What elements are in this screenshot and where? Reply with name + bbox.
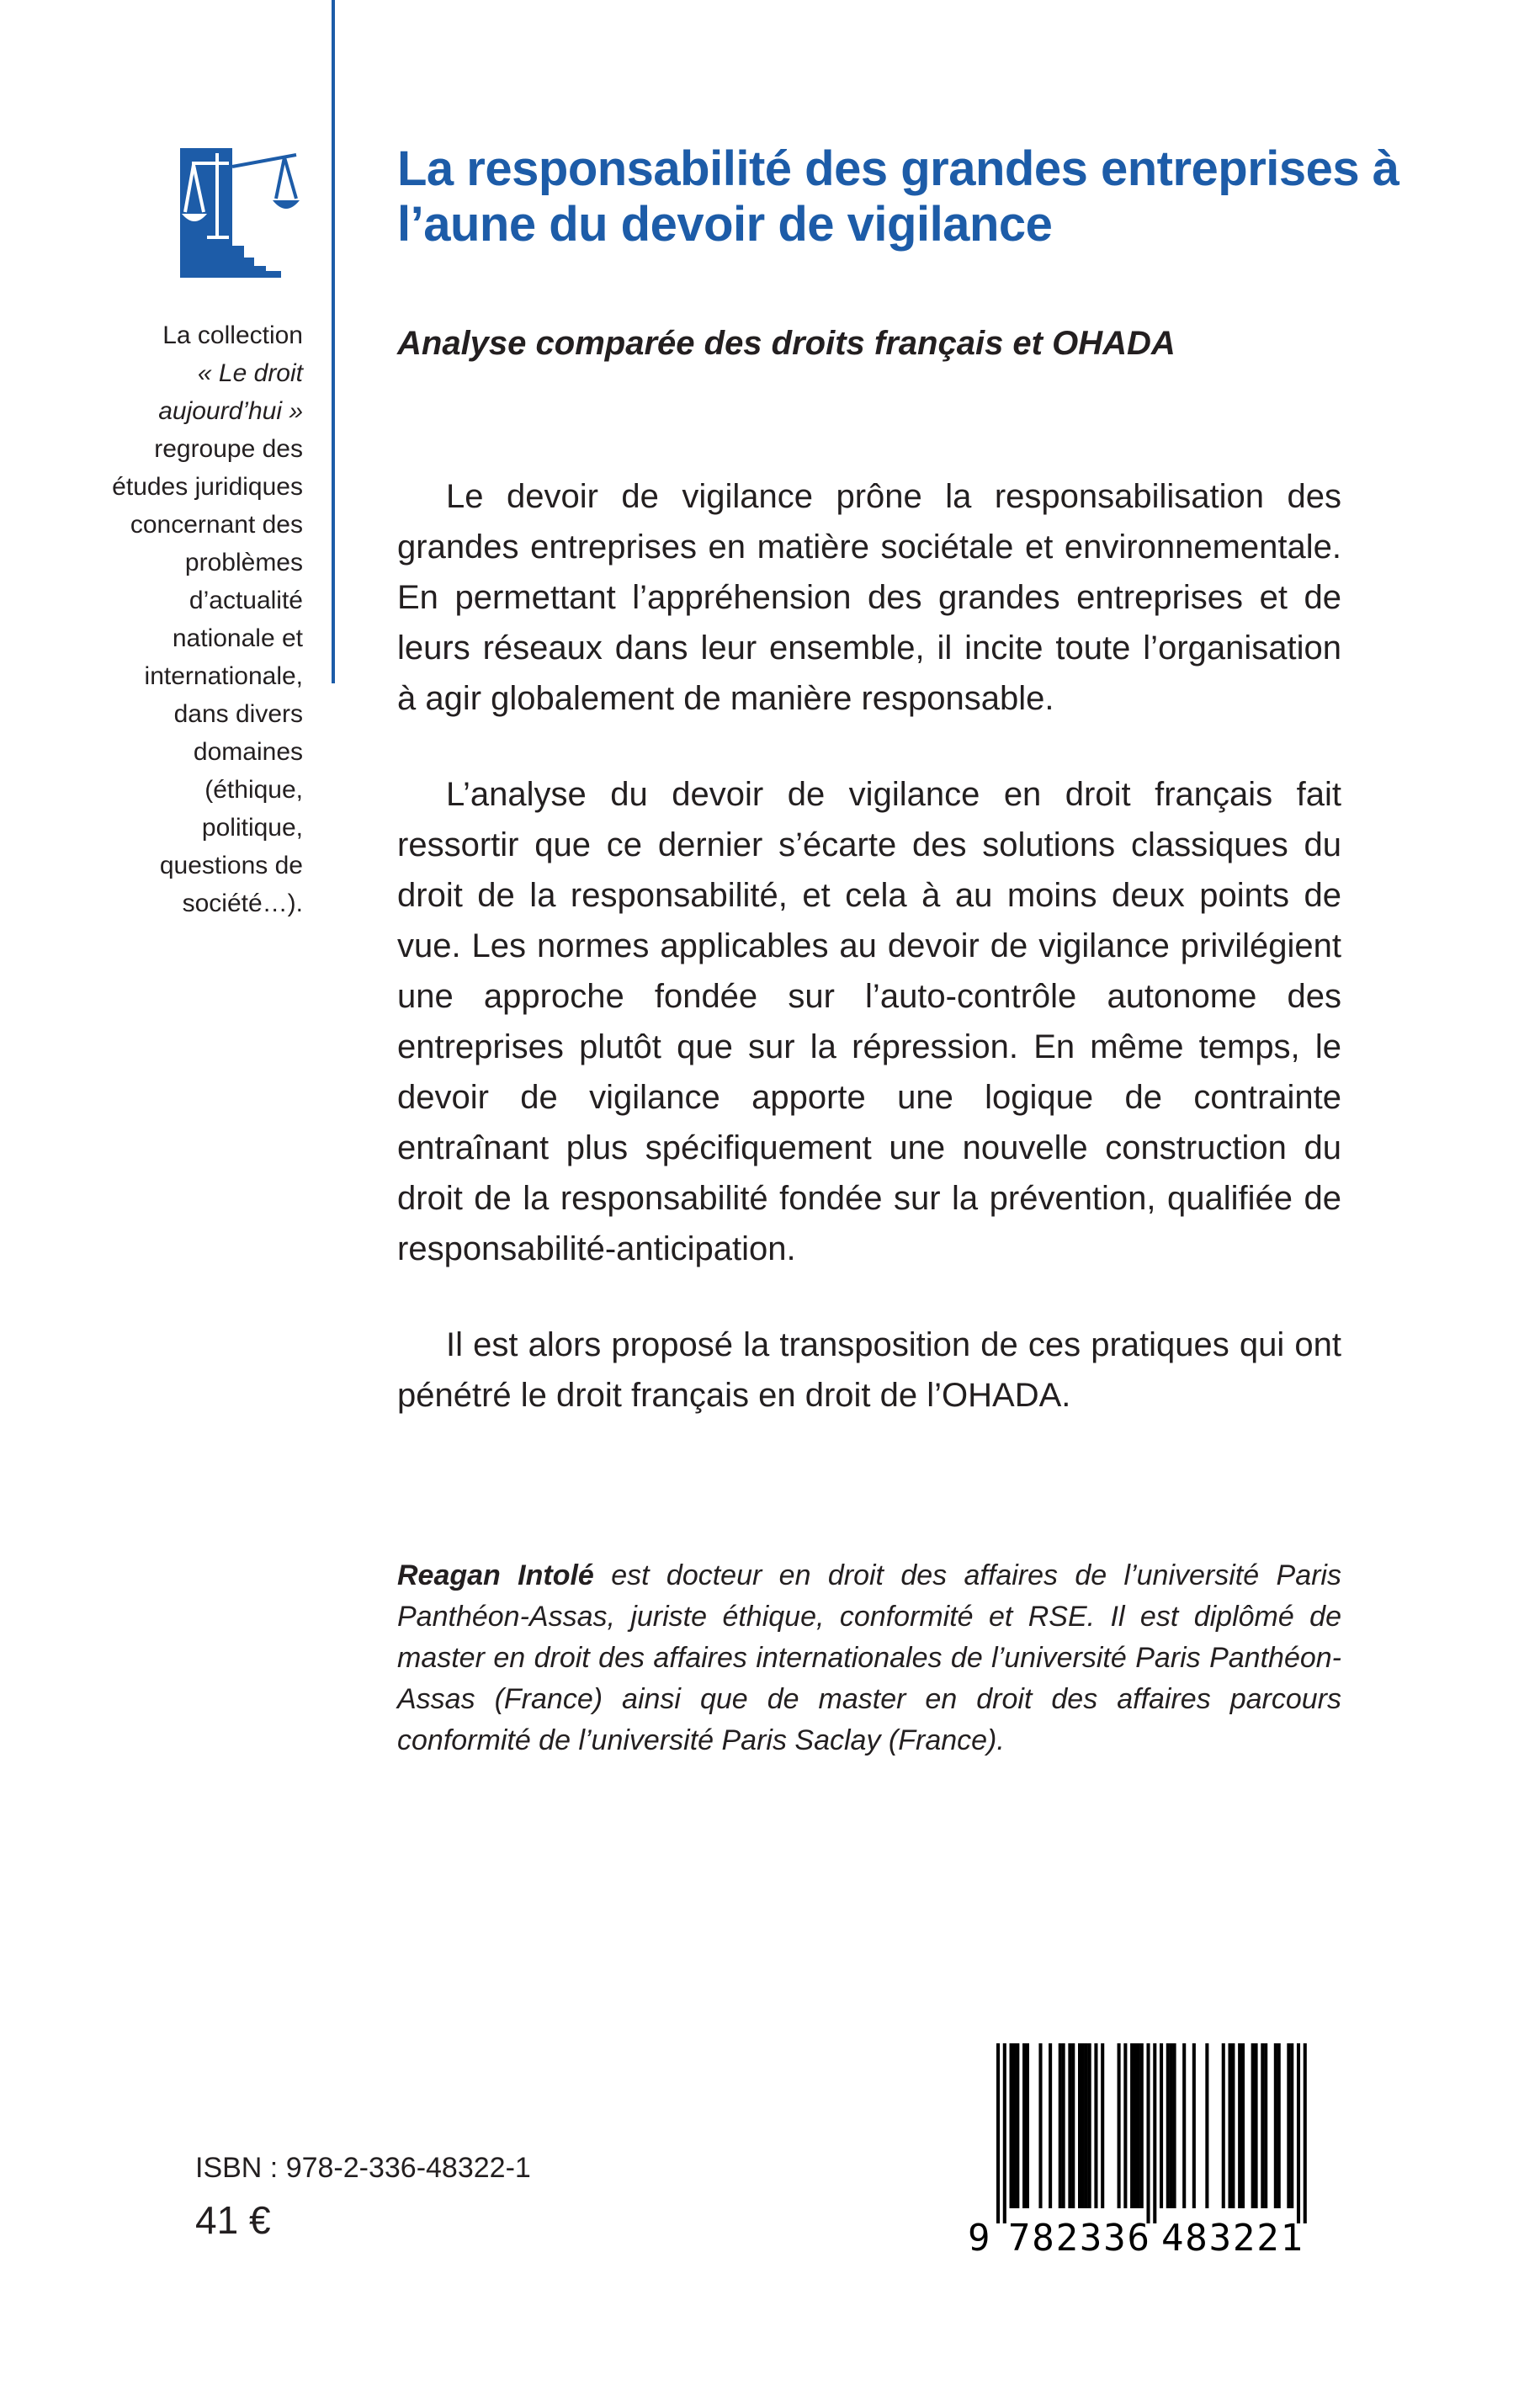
barcode-bar	[1137, 2043, 1140, 2208]
barcode-digits-right: 483221	[1161, 2217, 1303, 2254]
barcode-bar	[1094, 2043, 1097, 2208]
barcode-bar	[1297, 2043, 1300, 2223]
barcode-bar	[1251, 2043, 1255, 2208]
book-title: La responsabilité des grandes entreprises à l’aune du devoir de vigilance	[397, 141, 1399, 252]
barcode-bar	[996, 2043, 1000, 2223]
barcode-bar	[1241, 2043, 1245, 2208]
barcode-bar	[1078, 2043, 1081, 2208]
barcode-bar	[1118, 2043, 1121, 2208]
summary-paragraph: Il est alors proposé la transposition de ces pratiques qui ont pénétré le droit français en droit de l’OHADA.	[397, 1326, 1341, 1414]
barcode-bar	[1026, 2043, 1029, 2208]
barcode-bar	[1123, 2043, 1127, 2208]
barcode-bar	[1304, 2043, 1307, 2223]
barcode-bar	[1153, 2043, 1156, 2223]
summary-paragraph: L’analyse du devoir de vigilance en droit français fait ressortir que ce dernier s’écarte des solutions classiques du droit de la responsabilité, et cela à au moins deux points de vue. Les normes applicables au devoir de vigilance privilégient une approche fondée sur l’auto-contrôle autonome des entreprises plutôt que sur la répression. En même temps, le devoir de vigilance apporte une logique de contrainte entraînant plus spécifiquement une nouvelle construction du droit de la responsabilité fondée sur la prévention, qualifiée de responsabilité-anticipation.	[397, 776, 1341, 1267]
barcode-digits-left: 782336	[1008, 2217, 1150, 2254]
barcode-bar	[1231, 2043, 1235, 2208]
barcode-bar	[1166, 2043, 1170, 2208]
author-bio-text: est docteur en droit des affaires de l’université Paris Panthéon-Assas, juriste éthique, conformité et RSE. Il est diplômé de master en droit des affaires internationales de l’université Paris Panthéon-Assas (France) ainsi que de master en droit des affaires parcours conformité de l’université Paris Saclay (France).	[397, 1559, 1341, 1756]
collection-text: regroupe des études juridiques concernant des problèmes d’actualité nationale et internationale, dans divers domaines (éthique, politique, questions de société…).	[112, 435, 303, 917]
author-bio	[397, 1555, 1341, 1761]
barcode-bar	[1274, 2043, 1277, 2208]
ean13-barcode	[968, 2043, 1328, 2254]
barcode-bar	[1222, 2043, 1225, 2208]
barcode-bar	[1261, 2043, 1264, 2208]
isbn: ISBN : 978-2-336-48322-1	[195, 2152, 531, 2184]
barcode-bar	[1255, 2043, 1258, 2208]
summary-paragraph: Le devoir de vigilance prône la responsabilisation des grandes entreprises en matière sociétale et environnementale. En permettant l’appréhension des grandes entreprises et de leurs réseaux dans leur ensemble, il incite toute l’organisation à agir globalement de manière responsable.	[397, 478, 1341, 717]
barcode-bar	[1038, 2043, 1042, 2208]
barcode-bar	[1140, 2043, 1144, 2208]
barcode-bar	[1068, 2043, 1071, 2208]
author-name: Reagan Intolé	[397, 1559, 594, 1591]
barcode-bar	[1016, 2043, 1019, 2208]
barcode-bar	[1290, 2043, 1293, 2208]
scales-of-justice-icon	[180, 148, 306, 278]
barcode-bar	[1192, 2043, 1196, 2208]
barcode-bar	[1003, 2043, 1006, 2223]
barcode-bars	[996, 2043, 1307, 2223]
collection-description	[101, 316, 303, 922]
collection-series-name: « Le droit aujourd’hui »	[158, 359, 303, 425]
barcode-bar	[1101, 2043, 1104, 2208]
barcode-bar	[1173, 2043, 1176, 2208]
barcode-bar	[1012, 2043, 1016, 2208]
barcode-bar	[1182, 2043, 1186, 2208]
barcode-bar	[1146, 2043, 1150, 2223]
barcode-bar	[1238, 2043, 1241, 2208]
barcode-bar	[1287, 2043, 1290, 2208]
barcode-bar	[1130, 2043, 1134, 2208]
barcode-bar	[1134, 2043, 1137, 2208]
book-subtitle: Analyse comparée des droits français et OHADA	[397, 325, 1176, 362]
vertical-rule	[332, 0, 335, 683]
price: 41 €	[195, 2198, 271, 2242]
barcode-bar	[1059, 2043, 1062, 2208]
collection-prefix: La collection	[162, 321, 303, 349]
back-cover-summary	[397, 471, 1341, 1466]
barcode-bar	[1088, 2043, 1091, 2208]
barcode-bar	[1264, 2043, 1267, 2208]
barcode-bar	[1062, 2043, 1065, 2208]
barcode-bar	[1049, 2043, 1052, 2208]
barcode-digit-first: 9	[968, 2217, 990, 2254]
barcode-bar	[1081, 2043, 1085, 2208]
barcode-bar	[1228, 2043, 1231, 2208]
barcode-bar	[1205, 2043, 1208, 2208]
barcode-bar	[1170, 2043, 1173, 2208]
barcode-bar	[1010, 2043, 1013, 2208]
barcode-bar	[1277, 2043, 1281, 2208]
barcode-bar	[1022, 2043, 1026, 2208]
barcode-bar	[1160, 2043, 1163, 2208]
barcode-bar	[1085, 2043, 1088, 2208]
barcode-bar	[1071, 2043, 1075, 2208]
